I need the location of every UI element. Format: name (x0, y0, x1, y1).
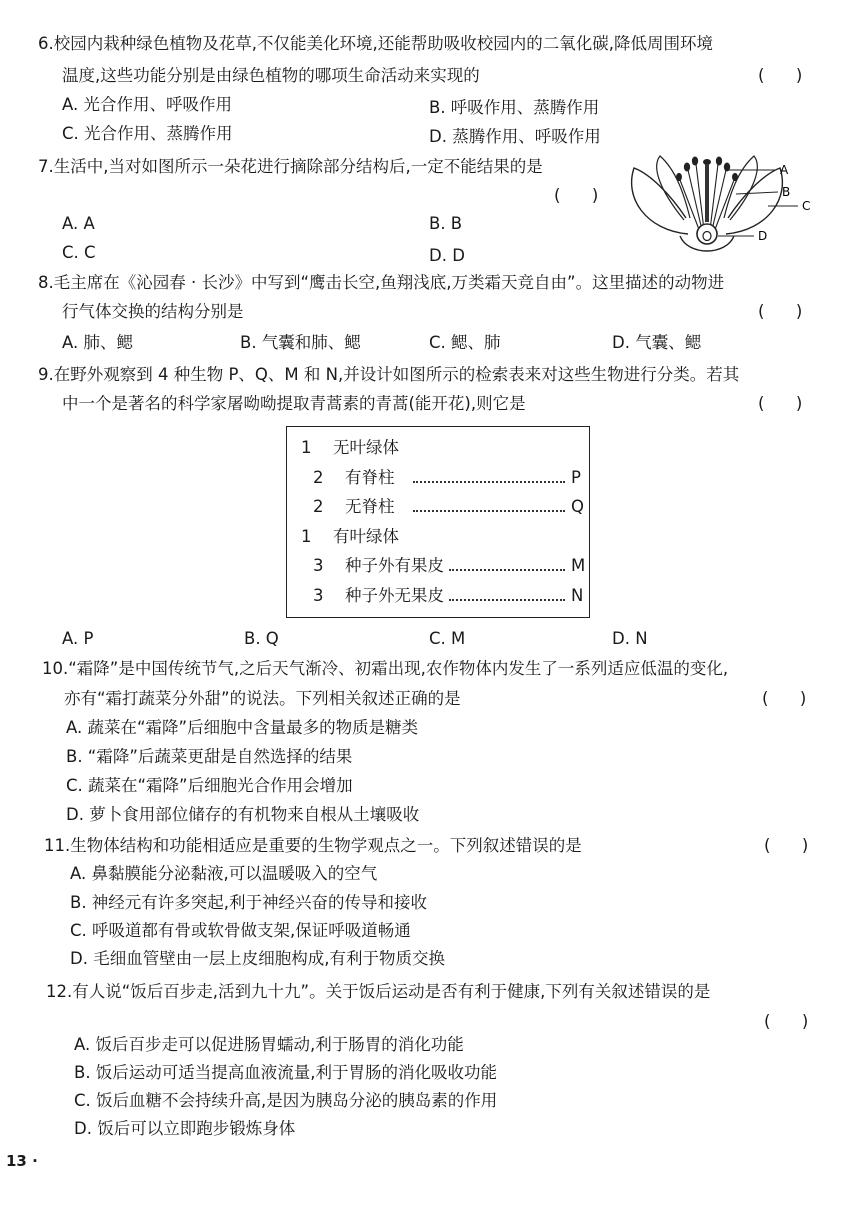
key-row-2-result: P (571, 468, 581, 487)
q6-stem-line1: 6.校园内栽种绿色植物及花草,不仅能美化环境,还能帮助吸收校园内的二氧化碳,降低周围环境 (38, 34, 713, 53)
q10-answer-paren: ( ) (762, 689, 807, 708)
key-row-1 (301, 437, 399, 459)
q10-stem-line2: 亦有“霜打蔬菜分外甜”的说法。下列相关叙述正确的是 (64, 689, 461, 708)
q7-option-c: C. C (62, 243, 96, 262)
q10-option-c: C. 蔬菜在“霜降”后细胞光合作用会增加 (66, 776, 353, 795)
q6-option-c: C. 光合作用、蒸腾作用 (62, 124, 233, 143)
q11-stem: 11.生物体结构和功能相适应是重要的生物学观点之一。下列叙述错误的是 (44, 836, 582, 855)
dichotomous-key-table (286, 426, 590, 618)
q7-stem: 7.生活中,当对如图所示一朵花进行摘除部分结构后,一定不能结果的是 (38, 157, 543, 176)
q8-option-d: D. 气囊、鳃 (612, 333, 702, 352)
q11-option-d: D. 毛细血管壁由一层上皮细胞构成,有利于物质交换 (70, 949, 445, 968)
q8-option-c: C. 鳃、肺 (429, 333, 501, 352)
key-row-6-text: 种子外无果皮 (345, 586, 444, 605)
q12-option-d: D. 饭后可以立即跑步锻炼身体 (74, 1119, 296, 1138)
figure-label-d: D (758, 229, 768, 243)
q12-stem: 12.有人说“饭后百步走,活到九十九”。关于饭后运动是否有利于健康,下列有关叙述错误的是 (46, 982, 711, 1001)
q10-option-a: A. 蔬菜在“霜降”后细胞中含量最多的物质是糖类 (66, 718, 419, 737)
key-row-5-result: M (571, 556, 586, 575)
q8-stem-line1: 8.毛主席在《沁园春 · 长沙》中写到“鹰击长空,鱼翔浅底,万类霜天竞自由”。这里描述的动物进 (38, 273, 725, 292)
leader-line-b (736, 192, 778, 194)
q11-option-b: B. 神经元有许多突起,利于神经兴奋的传导和接收 (70, 893, 428, 912)
key-row-3-num: 2 (313, 497, 324, 516)
q11-answer-paren: ( ) (764, 836, 809, 855)
q11-option-a: A. 鼻黏膜能分泌黏液,可以温暖吸入的空气 (70, 864, 378, 883)
page-number: 13 · (6, 1152, 38, 1170)
key-row-3-result: Q (571, 497, 584, 516)
q12-option-a: A. 饭后百步走可以促进肠胃蠕动,利于肠胃的消化功能 (74, 1035, 464, 1054)
q9-stem-line2: 中一个是著名的科学家屠呦呦提取青蒿素的青蒿(能开花),则它是 (62, 394, 526, 413)
q9-option-b: B. Q (244, 629, 279, 648)
key-row-5 (313, 555, 586, 577)
q8-option-a: A. 肺、鳃 (62, 333, 133, 352)
key-row-4-num: 1 (301, 527, 312, 546)
flower-diagram (618, 148, 818, 256)
key-row-5-leader (449, 569, 565, 571)
q12-answer-paren: ( ) (764, 1012, 809, 1031)
key-row-2 (313, 467, 583, 489)
q12-option-c: C. 饭后血糖不会持续升高,是因为胰岛分泌的胰岛素的作用 (74, 1091, 498, 1110)
q9-option-d: D. N (612, 629, 648, 648)
q10-stem-line1: 10.“霜降”是中国传统节气,之后天气渐冷、初霜出现,农作物体内发生了一系列适应低温的变化, (42, 659, 729, 678)
key-row-6-num: 3 (313, 586, 324, 605)
key-row-2-num: 2 (313, 468, 324, 487)
key-row-5-num: 3 (313, 556, 324, 575)
q8-option-b: B. 气囊和肺、鳃 (240, 333, 361, 352)
figure-label-c: C (802, 199, 811, 213)
q9-stem-line1: 9.在野外观察到 4 种生物 P、Q、M 和 N,并设计如图所示的检索表来对这些生物进行分类。若其 (38, 365, 740, 384)
q6-stem-line2: 温度,这些功能分别是由绿色植物的哪项生命活动来实现的 (62, 66, 480, 85)
key-row-5-text: 种子外有果皮 (345, 556, 444, 575)
q7-option-d: D. D (429, 246, 465, 265)
key-row-4 (301, 526, 399, 548)
flower-style (705, 164, 709, 222)
q9-option-c: C. M (429, 629, 466, 648)
figure-label-b: B (782, 185, 791, 199)
key-row-2-leader (413, 481, 565, 483)
key-row-6 (313, 585, 583, 607)
q6-option-a: A. 光合作用、呼吸作用 (62, 95, 232, 114)
q7-option-a: A. A (62, 214, 95, 233)
q8-answer-paren: ( ) (758, 302, 803, 321)
key-row-3-text: 无脊柱 (345, 497, 395, 516)
key-row-6-result: N (571, 586, 584, 605)
q6-option-b: B. 呼吸作用、蒸腾作用 (429, 98, 600, 117)
q6-option-d: D. 蒸腾作用、呼吸作用 (429, 127, 601, 146)
q9-answer-paren: ( ) (758, 394, 803, 413)
q7-answer-paren: ( ) (554, 186, 599, 205)
key-row-4-text: 有叶绿体 (333, 527, 399, 546)
key-row-6-leader (449, 599, 565, 601)
q10-option-b: B. “霜降”后蔬菜更甜是自然选择的结果 (66, 747, 353, 766)
q12-option-b: B. 饭后运动可适当提高血液流量,利于胃肠的消化吸收功能 (74, 1063, 498, 1082)
q6-answer-paren: ( ) (758, 66, 803, 85)
q9-option-a: A. P (62, 629, 94, 648)
q10-option-d: D. 萝卜食用部位储存的有机物来自根从土壤吸收 (66, 805, 420, 824)
figure-label-a: A (780, 163, 789, 177)
q7-option-b: B. B (429, 214, 463, 233)
key-row-3 (313, 496, 583, 518)
q8-stem-line2: 行气体交换的结构分别是 (62, 302, 244, 321)
q11-option-c: C. 呼吸道都有骨或软骨做支架,保证呼吸道畅通 (70, 921, 411, 940)
key-row-3-leader (413, 510, 565, 512)
key-row-1-text: 无叶绿体 (333, 438, 399, 457)
key-row-1-num: 1 (301, 438, 312, 457)
key-row-2-text: 有脊柱 (345, 468, 395, 487)
